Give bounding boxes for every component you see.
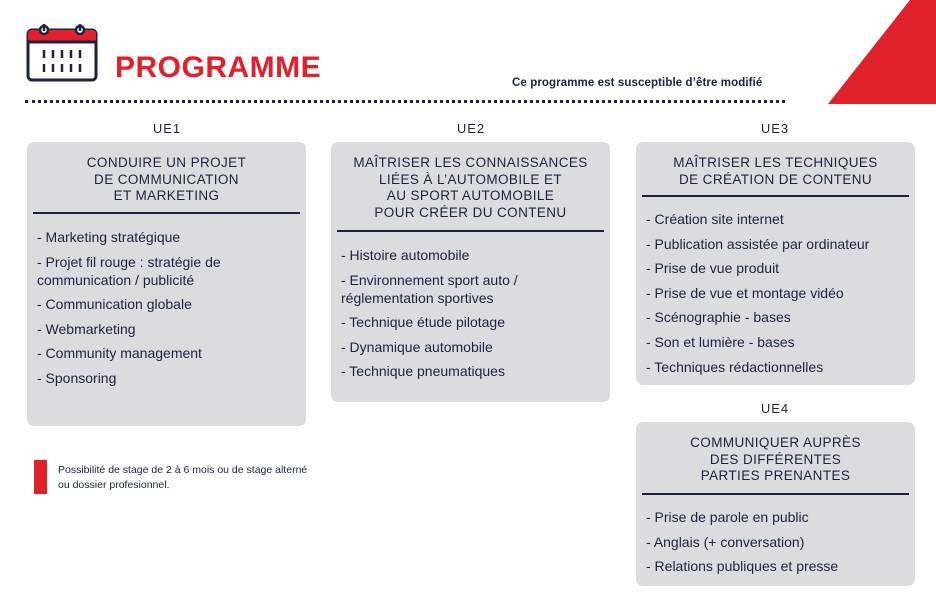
ue4-title-divider [642,493,909,495]
list-item: - Création site internet [646,211,784,227]
ue3-item-list [646,210,907,382]
page-title: PROGRAMME [115,51,322,84]
list-item: - Communication globale [37,296,192,313]
list-item: - Marketing stratégique [37,229,181,245]
list-item: - Histoire automobile [341,247,470,263]
list-item: - Scénographie - bases [646,309,791,326]
ue3-label: UE3 [760,121,790,136]
ue2-card [331,142,610,402]
ue1-title-divider [33,212,300,214]
ue3-card [636,142,915,385]
list-item: - Son et lumière - bases [646,333,795,350]
ue1-item-list [37,228,298,394]
ue2-title: MAÎTRISER LES CONNAISSANCES LIÉES À L’AUTOMOBILE ET AU SPORT AUTOMOBILE POUR CRÉER DU CONTENU [353,155,588,220]
ue1-label: UE1 [152,121,182,136]
ue1-card [27,142,306,426]
list-item: - Prise de vue produit [646,260,780,277]
ue4-item-list [646,508,907,582]
list-item: - Techniques rédactionnelles [646,358,824,375]
ue3-title: MAÎTRISER LES TECHNIQUES DE CRÉATION DE CONTENU [673,155,878,187]
ue2-title-divider [337,230,604,232]
ue1-title: CONDUIRE UN PROJET DE COMMUNICATION ET MARKETING [86,155,247,203]
list-item: - Publication assistée par ordinateur [646,235,870,252]
list-item: - Technique étude pilotage [341,314,505,331]
header-divider [25,100,785,103]
calendar-icon [24,22,100,84]
list-item: - Sponsoring [37,369,117,386]
list-item: - Dynamique automobile [341,338,493,355]
corner-triangle-decoration [826,0,936,104]
list-item: - Environnement sport auto / réglementation sportives [341,271,518,306]
note-marker [34,460,47,494]
list-item: - Anglais (+ conversation) [646,533,805,550]
ue2-label: UE2 [456,121,486,136]
ue2-item-list [341,246,602,387]
list-item: - Webmarketing [37,320,136,337]
list-item: - Prise de parole en public [646,509,809,525]
ue4-label: UE4 [760,401,790,416]
ue4-card [636,422,915,586]
ue3-title-divider [642,195,909,197]
list-item: - Community management [37,345,202,362]
list-item: - Prise de vue et montage vidéo [646,284,844,301]
page-subtitle: Ce programme est susceptible d’être modifié [512,77,763,89]
internship-note: Possibilité de stage de 2 à 6 mois ou de stage alterné ou dossier profesionnel. [58,464,308,491]
list-item: - Projet fil rouge : stratégie de communication / publicité [37,253,221,288]
list-item: - Relations publiques et presse [646,558,839,575]
list-item: - Technique pneumatiques [341,363,505,380]
ue4-title: COMMUNIQUER AUPRÈS DES DIFFÉRENTES PARTIES PRENANTES [690,435,861,483]
